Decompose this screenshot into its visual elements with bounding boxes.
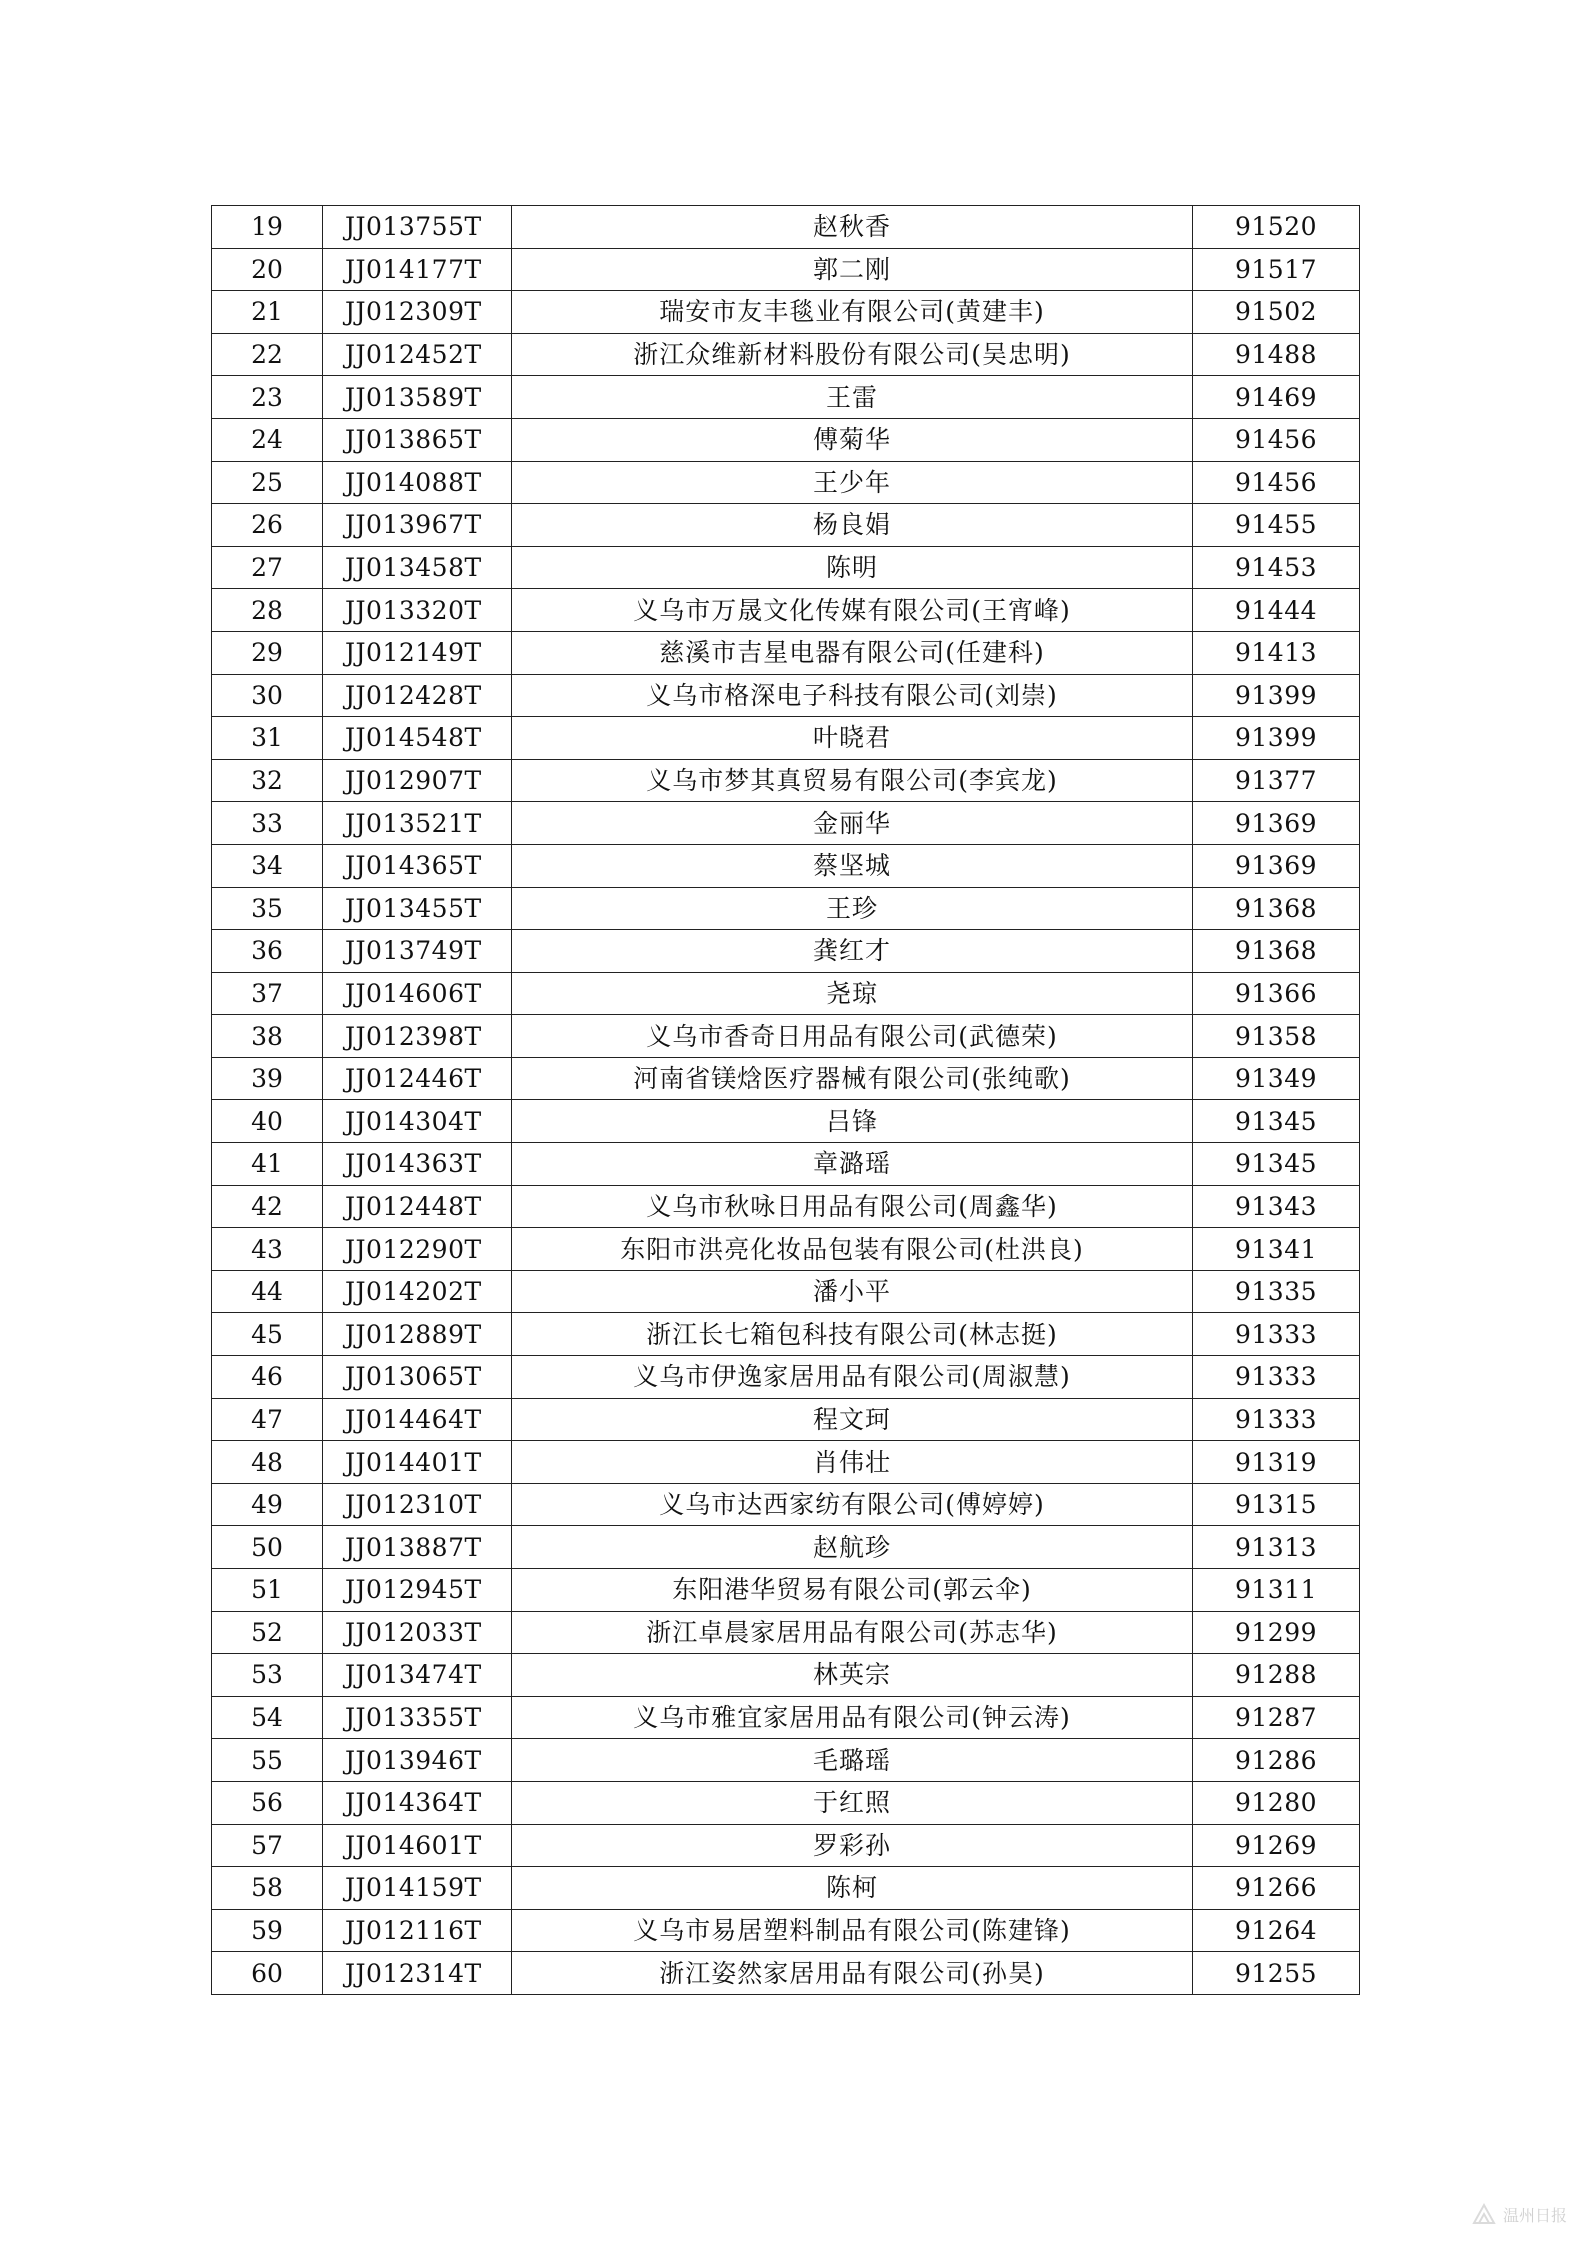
name-cell: 义乌市达西家纺有限公司(傅婷婷) [512, 1483, 1193, 1526]
rank-cell: 53 [212, 1654, 323, 1697]
table-row [212, 1739, 1360, 1782]
score-cell: 91345 [1193, 1100, 1360, 1143]
rank-cell: 56 [212, 1781, 323, 1824]
rank-cell: 22 [212, 333, 323, 376]
table-row [212, 930, 1360, 973]
table-row [212, 589, 1360, 632]
rank-cell: 27 [212, 546, 323, 589]
ranking-table-body [212, 206, 1360, 1995]
rank-cell: 40 [212, 1100, 323, 1143]
score-cell: 91349 [1193, 1057, 1360, 1100]
name-cell: 河南省镁焓医疗器械有限公司(张纯歌) [512, 1057, 1193, 1100]
rank-cell: 43 [212, 1228, 323, 1271]
table-row [212, 1867, 1360, 1910]
name-cell: 潘小平 [512, 1270, 1193, 1313]
code-cell: JJ012907T [323, 759, 512, 802]
code-cell: JJ014363T [323, 1143, 512, 1186]
table-row [212, 1143, 1360, 1186]
name-cell: 章潞瑶 [512, 1143, 1193, 1186]
name-cell: 龚红才 [512, 930, 1193, 973]
code-cell: JJ013749T [323, 930, 512, 973]
score-cell: 91377 [1193, 759, 1360, 802]
code-cell: JJ012398T [323, 1015, 512, 1058]
name-cell: 罗彩孙 [512, 1824, 1193, 1867]
table-row [212, 1441, 1360, 1484]
code-cell: JJ013967T [323, 504, 512, 547]
code-cell: JJ014365T [323, 844, 512, 887]
rank-cell: 37 [212, 972, 323, 1015]
table-row [212, 759, 1360, 802]
code-cell: JJ013455T [323, 887, 512, 930]
rank-cell: 30 [212, 674, 323, 717]
name-cell: 尧琼 [512, 972, 1193, 1015]
score-cell: 91345 [1193, 1143, 1360, 1186]
code-cell: JJ014177T [323, 248, 512, 291]
code-cell: JJ013887T [323, 1526, 512, 1569]
table-row [212, 802, 1360, 845]
name-cell: 浙江长七箱包科技有限公司(林志挺) [512, 1313, 1193, 1356]
rank-cell: 57 [212, 1824, 323, 1867]
code-cell: JJ013320T [323, 589, 512, 632]
name-cell: 毛璐瑶 [512, 1739, 1193, 1782]
table-row [212, 376, 1360, 419]
score-cell: 91502 [1193, 291, 1360, 334]
table-row [212, 1654, 1360, 1697]
name-cell: 东阳市洪亮化妆品包装有限公司(杜洪良) [512, 1228, 1193, 1271]
table-row [212, 1952, 1360, 1995]
score-cell: 91399 [1193, 717, 1360, 760]
score-cell: 91287 [1193, 1696, 1360, 1739]
rank-cell: 23 [212, 376, 323, 419]
name-cell: 林英宗 [512, 1654, 1193, 1697]
name-cell: 于红照 [512, 1781, 1193, 1824]
code-cell: JJ012452T [323, 333, 512, 376]
code-cell: JJ014548T [323, 717, 512, 760]
score-cell: 91453 [1193, 546, 1360, 589]
score-cell: 91517 [1193, 248, 1360, 291]
name-cell: 义乌市雅宜家居用品有限公司(钟云涛) [512, 1696, 1193, 1739]
code-cell: JJ013755T [323, 206, 512, 249]
table-row [212, 717, 1360, 760]
rank-cell: 52 [212, 1611, 323, 1654]
score-cell: 91280 [1193, 1781, 1360, 1824]
rank-cell: 49 [212, 1483, 323, 1526]
name-cell: 慈溪市吉星电器有限公司(任建科) [512, 631, 1193, 674]
score-cell: 91413 [1193, 631, 1360, 674]
code-cell: JJ012428T [323, 674, 512, 717]
table-row [212, 418, 1360, 461]
rank-cell: 45 [212, 1313, 323, 1356]
code-cell: JJ012309T [323, 291, 512, 334]
table-row [212, 1398, 1360, 1441]
rank-cell: 28 [212, 589, 323, 632]
watermark-text: 温州日报 [1502, 2205, 1567, 2225]
table-row [212, 1185, 1360, 1228]
name-cell: 王珍 [512, 887, 1193, 930]
code-cell: JJ012945T [323, 1569, 512, 1612]
table-row [212, 1015, 1360, 1058]
score-cell: 91333 [1193, 1398, 1360, 1441]
name-cell: 陈柯 [512, 1867, 1193, 1910]
score-cell: 91313 [1193, 1526, 1360, 1569]
name-cell: 吕锋 [512, 1100, 1193, 1143]
score-cell: 91358 [1193, 1015, 1360, 1058]
name-cell: 赵秋香 [512, 206, 1193, 249]
score-cell: 91264 [1193, 1909, 1360, 1952]
name-cell: 赵航珍 [512, 1526, 1193, 1569]
rank-cell: 60 [212, 1952, 323, 1995]
rank-cell: 36 [212, 930, 323, 973]
code-cell: JJ012889T [323, 1313, 512, 1356]
table-row [212, 546, 1360, 589]
score-cell: 91368 [1193, 887, 1360, 930]
table-row [212, 1909, 1360, 1952]
score-cell: 91520 [1193, 206, 1360, 249]
table-row [212, 206, 1360, 249]
name-cell: 金丽华 [512, 802, 1193, 845]
score-cell: 91341 [1193, 1228, 1360, 1271]
rank-cell: 42 [212, 1185, 323, 1228]
score-cell: 91456 [1193, 461, 1360, 504]
code-cell: JJ014606T [323, 972, 512, 1015]
rank-cell: 39 [212, 1057, 323, 1100]
name-cell: 杨良娟 [512, 504, 1193, 547]
rank-cell: 21 [212, 291, 323, 334]
code-cell: JJ013521T [323, 802, 512, 845]
rank-cell: 51 [212, 1569, 323, 1612]
rank-cell: 34 [212, 844, 323, 887]
watermark-logo-icon [1471, 2201, 1497, 2227]
score-cell: 91366 [1193, 972, 1360, 1015]
name-cell: 肖伟壮 [512, 1441, 1193, 1484]
table-row [212, 461, 1360, 504]
score-cell: 91368 [1193, 930, 1360, 973]
code-cell: JJ012310T [323, 1483, 512, 1526]
code-cell: JJ013946T [323, 1739, 512, 1782]
name-cell: 陈明 [512, 546, 1193, 589]
code-cell: JJ013474T [323, 1654, 512, 1697]
rank-cell: 48 [212, 1441, 323, 1484]
code-cell: JJ012446T [323, 1057, 512, 1100]
score-cell: 91369 [1193, 802, 1360, 845]
rank-cell: 38 [212, 1015, 323, 1058]
table-row [212, 844, 1360, 887]
score-cell: 91456 [1193, 418, 1360, 461]
table-row [212, 248, 1360, 291]
table-row [212, 1313, 1360, 1356]
rank-cell: 33 [212, 802, 323, 845]
name-cell: 程文珂 [512, 1398, 1193, 1441]
score-cell: 91266 [1193, 1867, 1360, 1910]
name-cell: 叶晓君 [512, 717, 1193, 760]
score-cell: 91288 [1193, 1654, 1360, 1697]
rank-cell: 50 [212, 1526, 323, 1569]
score-cell: 91311 [1193, 1569, 1360, 1612]
rank-cell: 31 [212, 717, 323, 760]
name-cell: 傅菊华 [512, 418, 1193, 461]
score-cell: 91335 [1193, 1270, 1360, 1313]
rank-cell: 32 [212, 759, 323, 802]
table-row [212, 1356, 1360, 1399]
code-cell: JJ013065T [323, 1356, 512, 1399]
name-cell: 浙江姿然家居用品有限公司(孙昊) [512, 1952, 1193, 1995]
name-cell: 义乌市香奇日用品有限公司(武德荣) [512, 1015, 1193, 1058]
table-row [212, 887, 1360, 930]
table-row [212, 1526, 1360, 1569]
rank-cell: 19 [212, 206, 323, 249]
name-cell: 浙江卓晨家居用品有限公司(苏志华) [512, 1611, 1193, 1654]
table-row [212, 291, 1360, 334]
name-cell: 王雷 [512, 376, 1193, 419]
table-row [212, 674, 1360, 717]
code-cell: JJ012314T [323, 1952, 512, 1995]
code-cell: JJ014202T [323, 1270, 512, 1313]
code-cell: JJ012033T [323, 1611, 512, 1654]
score-cell: 91399 [1193, 674, 1360, 717]
score-cell: 91333 [1193, 1356, 1360, 1399]
name-cell: 郭二刚 [512, 248, 1193, 291]
table-row [212, 1611, 1360, 1654]
code-cell: JJ014304T [323, 1100, 512, 1143]
score-cell: 91469 [1193, 376, 1360, 419]
name-cell: 义乌市梦其真贸易有限公司(李宾龙) [512, 759, 1193, 802]
table-row [212, 1270, 1360, 1313]
rank-cell: 54 [212, 1696, 323, 1739]
rank-cell: 58 [212, 1867, 323, 1910]
score-cell: 91315 [1193, 1483, 1360, 1526]
table-row [212, 1228, 1360, 1271]
table-row [212, 504, 1360, 547]
score-cell: 91255 [1193, 1952, 1360, 1995]
name-cell: 东阳港华贸易有限公司(郭云伞) [512, 1569, 1193, 1612]
name-cell: 义乌市秋咏日用品有限公司(周鑫华) [512, 1185, 1193, 1228]
score-cell: 91286 [1193, 1739, 1360, 1782]
score-cell: 91455 [1193, 504, 1360, 547]
code-cell: JJ013458T [323, 546, 512, 589]
name-cell: 瑞安市友丰毯业有限公司(黄建丰) [512, 291, 1193, 334]
table-row [212, 1483, 1360, 1526]
rank-cell: 46 [212, 1356, 323, 1399]
watermark [1471, 2201, 1567, 2227]
code-cell: JJ013355T [323, 1696, 512, 1739]
score-cell: 91319 [1193, 1441, 1360, 1484]
score-cell: 91369 [1193, 844, 1360, 887]
rank-cell: 59 [212, 1909, 323, 1952]
table-row [212, 333, 1360, 376]
name-cell: 义乌市格深电子科技有限公司(刘崇) [512, 674, 1193, 717]
table-row [212, 631, 1360, 674]
code-cell: JJ014401T [323, 1441, 512, 1484]
rank-cell: 26 [212, 504, 323, 547]
table-row [212, 972, 1360, 1015]
rank-cell: 20 [212, 248, 323, 291]
score-cell: 91333 [1193, 1313, 1360, 1356]
score-cell: 91343 [1193, 1185, 1360, 1228]
score-cell: 91444 [1193, 589, 1360, 632]
table-row [212, 1569, 1360, 1612]
score-cell: 91299 [1193, 1611, 1360, 1654]
code-cell: JJ014601T [323, 1824, 512, 1867]
name-cell: 蔡坚城 [512, 844, 1193, 887]
rank-cell: 55 [212, 1739, 323, 1782]
code-cell: JJ012116T [323, 1909, 512, 1952]
rank-cell: 35 [212, 887, 323, 930]
rank-cell: 41 [212, 1143, 323, 1186]
code-cell: JJ012149T [323, 631, 512, 674]
name-cell: 义乌市万晟文化传媒有限公司(王宵峰) [512, 589, 1193, 632]
table-row [212, 1824, 1360, 1867]
name-cell: 浙江众维新材料股份有限公司(吴忠明) [512, 333, 1193, 376]
code-cell: JJ012448T [323, 1185, 512, 1228]
ranking-table [211, 205, 1360, 1995]
name-cell: 义乌市易居塑料制品有限公司(陈建锋) [512, 1909, 1193, 1952]
table-row [212, 1100, 1360, 1143]
rank-cell: 47 [212, 1398, 323, 1441]
name-cell: 王少年 [512, 461, 1193, 504]
code-cell: JJ014159T [323, 1867, 512, 1910]
code-cell: JJ013589T [323, 376, 512, 419]
rank-cell: 25 [212, 461, 323, 504]
table-row [212, 1057, 1360, 1100]
score-cell: 91488 [1193, 333, 1360, 376]
table-row [212, 1781, 1360, 1824]
code-cell: JJ013865T [323, 418, 512, 461]
rank-cell: 44 [212, 1270, 323, 1313]
rank-cell: 29 [212, 631, 323, 674]
table-row [212, 1696, 1360, 1739]
rank-cell: 24 [212, 418, 323, 461]
code-cell: JJ014088T [323, 461, 512, 504]
code-cell: JJ014364T [323, 1781, 512, 1824]
name-cell: 义乌市伊逸家居用品有限公司(周淑慧) [512, 1356, 1193, 1399]
code-cell: JJ012290T [323, 1228, 512, 1271]
code-cell: JJ014464T [323, 1398, 512, 1441]
score-cell: 91269 [1193, 1824, 1360, 1867]
